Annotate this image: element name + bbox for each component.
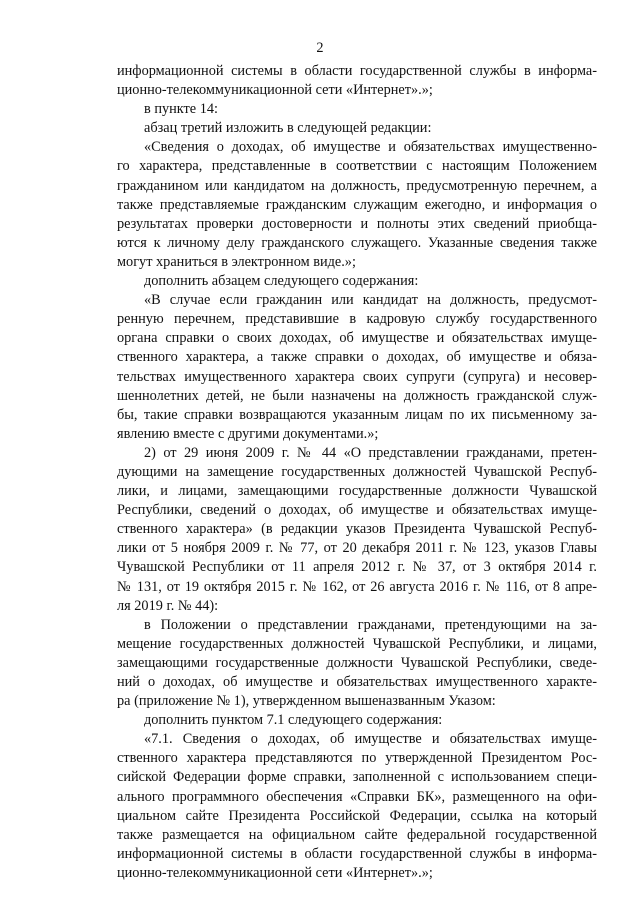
text-line: сийской Федерации форме справки, заполненной с использованием специ- — [117, 769, 597, 786]
document-body — [117, 62, 597, 883]
text-line: ственного характера» (в редакции указов Президента Чувашской Респуб- — [117, 521, 597, 538]
text-line: мещение государственных должностей Чувашской Республики, и лицами, — [117, 635, 597, 652]
text-line: дующими на замещение государственных должностей Чувашской Респуб- — [117, 463, 597, 480]
text-line: ренную перечнем, представившие в кадровую службу государственного — [117, 311, 597, 328]
text-line: дополнить абзацем следующего содержания: — [144, 273, 419, 290]
text-line: ственного характера, а также справки о доходах, об имуществе и обяза- — [117, 349, 597, 366]
text-line: Чувашской Республики от 11 апреля 2012 г. № 37, от 3 октября 2014 г. — [117, 559, 597, 576]
text-line: циальном сайте Президента Российской Федерации, ссылка на который — [117, 807, 597, 824]
text-line: бы, такие справки возвращаются указанным лицам по их письменному за- — [117, 406, 597, 423]
text-line: ственного характера представляются по утвержденной Президентом Рос- — [117, 750, 597, 767]
text-line: явлению вместе с другими документами.»; — [117, 425, 379, 442]
text-line: ционно-телекоммуникационной сети «Интернет».»; — [117, 864, 433, 881]
text-line: также представляемые гражданским служащим ежегодно, и информация о — [117, 196, 597, 213]
text-line: замещающими государственные должности Чувашской Республики, сведе- — [117, 654, 597, 671]
text-line: «В случае если гражданин или кандидат на должность, предусмот- — [144, 292, 597, 309]
text-line: гражданином или кандидатом на должность, предусмотренную перечнем, а — [117, 177, 597, 194]
text-line: Республики, сведений о доходах, об имуществе и обязательствах имуще- — [117, 502, 597, 519]
text-line: № 131, от 19 октября 2015 г. № 162, от 26 августа 2016 г. № 116, от 8 апре- — [117, 578, 597, 595]
text-line: ального программного обеспечения «Справки БК», размещенного на офи- — [117, 788, 597, 805]
text-line: в Положении о представлении гражданами, претендующими на за- — [144, 616, 597, 633]
text-line: дополнить пунктом 7.1 следующего содержания: — [144, 712, 443, 729]
text-line: 2) от 29 июня 2009 г. № 44 «О представлении гражданами, претен- — [144, 444, 597, 461]
text-line: ля 2019 г. № 44): — [117, 597, 219, 614]
text-line: ний о доходах, об имуществе и обязательствах имущественного характе- — [117, 674, 597, 690]
text-line: в пункте 14: — [144, 101, 218, 118]
text-line: «Сведения о доходах, об имуществе и обязательствах имущественно- — [144, 139, 597, 156]
text-line: ционно-телекоммуникационной сети «Интернет».»; — [117, 82, 433, 99]
text-line: ются к личному делу гражданского служащего. Указанные сведения также — [117, 234, 597, 251]
text-line: также размещается на официальном сайте федеральной государственной — [117, 826, 597, 843]
text-line: тельствах имущественного характера своих супруги (супруга) и несовер- — [117, 368, 597, 385]
text-line: информационной системы в области государственной службы в информа- — [117, 63, 597, 79]
text-line: лики от 5 ноября 2009 г. № 77, от 20 декабря 2011 г. № 123, указов Главы — [117, 540, 597, 557]
text-line: го характера, представленные в соответствии с настоящим Положением — [117, 158, 597, 175]
text-line: органа справки о своих доходах, об имуществе и обязательствах имуще- — [117, 330, 597, 347]
text-line: ра (приложение № 1), утвержденном вышеназванным Указом: — [117, 693, 496, 710]
text-line: могут храниться в электронном виде.»; — [117, 253, 356, 270]
page-number: 2 — [316, 40, 324, 56]
text-line: шеннолетних детей, не были назначены на должность гражданской служ- — [117, 387, 597, 404]
text-line: результатах проверки достоверности и полноты этих сведений приобща- — [117, 215, 597, 232]
text-line: информационной системы в области государственной службы в информа- — [117, 845, 597, 862]
text-line: «7.1. Сведения о доходах, об имуществе и обязательствах имуще- — [144, 731, 597, 748]
text-line: абзац третий изложить в следующей редакции: — [144, 120, 432, 137]
text-line: лики, и лицами, замещающими государственные должности Чувашской — [117, 483, 597, 500]
